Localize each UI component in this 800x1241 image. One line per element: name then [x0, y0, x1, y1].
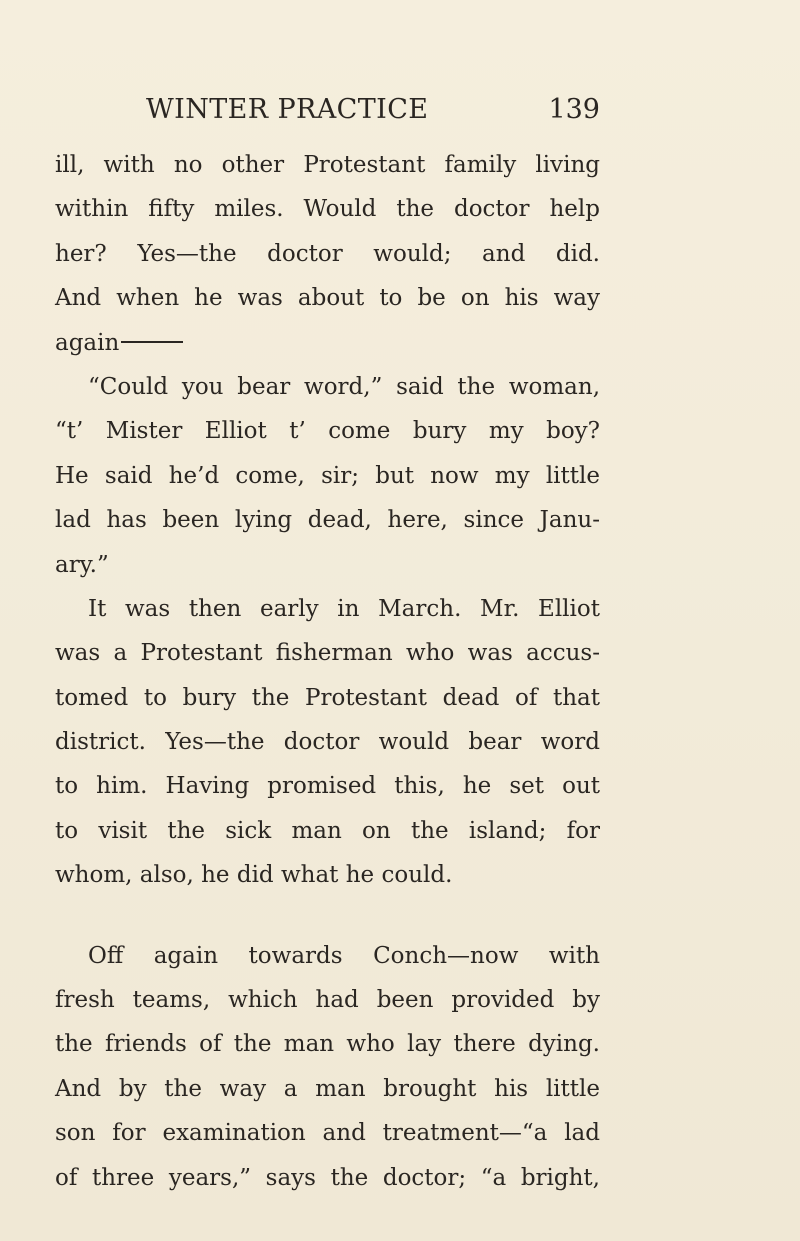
- text-line: fresh teams, which had been provided by: [55, 987, 600, 1014]
- page-header: [146, 90, 600, 130]
- text-line: Off again towards Conch—now with: [88, 942, 600, 969]
- text-line: tomed to bury the Protestant dead of that: [55, 684, 600, 711]
- text-fragment: again: [55, 329, 120, 356]
- text-line: ary.”: [55, 551, 109, 578]
- dash-rule: [121, 341, 183, 343]
- text-line: ill, with no other Protestant family living: [55, 152, 600, 178]
- text-line: And by the way a man brought his little: [55, 1075, 600, 1102]
- text-line: He said he’d come, sir; but now my little: [55, 462, 600, 489]
- text-line: whom, also, he did what he could.: [55, 862, 453, 889]
- text-line: of three years,” says the doctor; “a bright,: [55, 1164, 600, 1191]
- page-number: 139: [548, 94, 600, 125]
- text-line: the friends of the man who lay there dying.: [55, 1031, 600, 1058]
- text-line: was a Protestant fisherman who was accus-: [55, 640, 600, 667]
- text-line: within fifty miles. Would the doctor help: [55, 196, 600, 223]
- text-line-with-rule: [55, 321, 600, 365]
- text-line: lad has been lying dead, here, since Janu-: [55, 507, 600, 534]
- text-line: to him. Having promised this, he set out: [55, 773, 600, 800]
- text-line: And when he was about to be on his way: [55, 285, 600, 312]
- text-line: to visit the sick man on the island; for: [55, 817, 600, 844]
- section-gap: [55, 898, 600, 934]
- text-line: “t’ Mister Elliot t’ come bury my boy?: [55, 418, 600, 445]
- text-line: her? Yes—the doctor would; and did.: [55, 240, 600, 267]
- text-line: district. Yes—the doctor would bear word: [55, 729, 600, 756]
- text-line: son for examination and treatment—“a lad: [55, 1120, 600, 1147]
- text-line: “Could you bear word,” said the woman,: [88, 373, 600, 400]
- body-text: [55, 143, 600, 1200]
- text-line: It was then early in March. Mr. Elliot: [88, 595, 600, 622]
- running-title: WINTER PRACTICE: [146, 94, 429, 125]
